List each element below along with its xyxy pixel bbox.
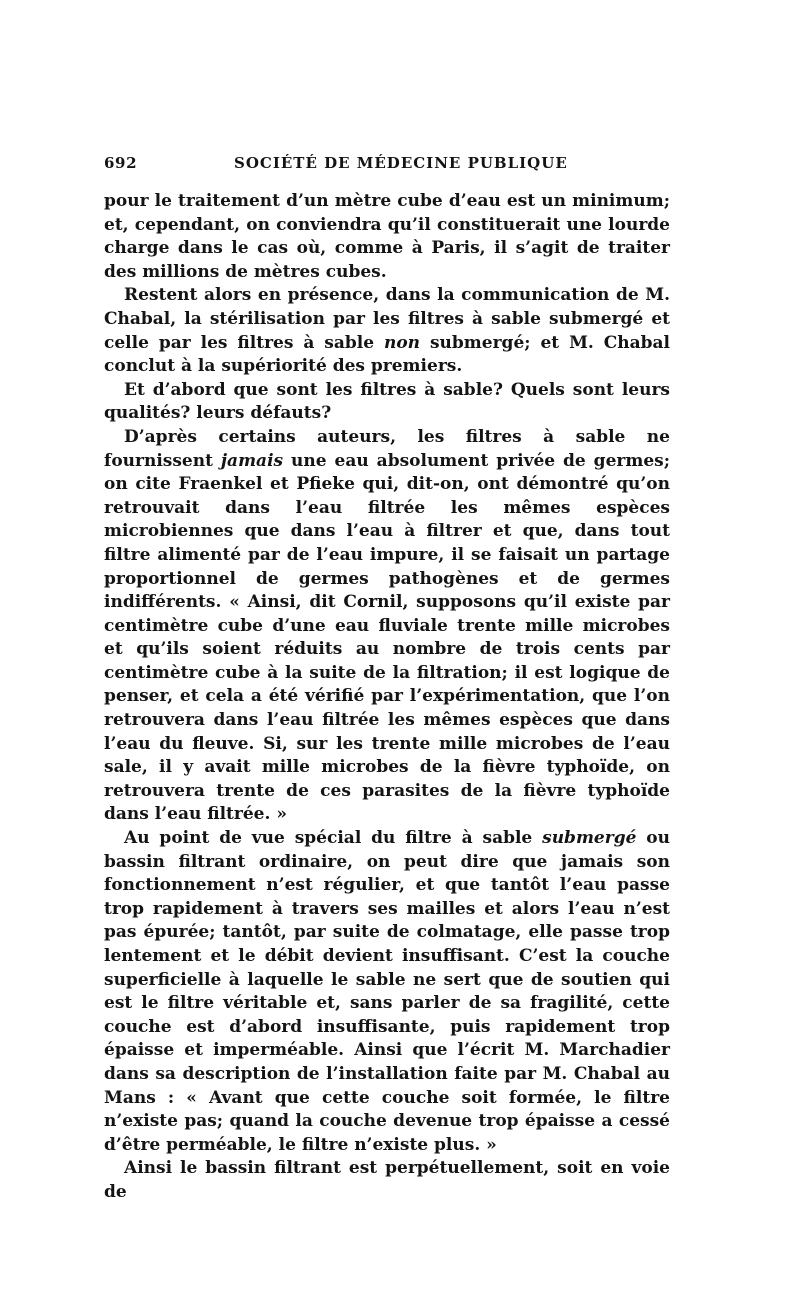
running-head-title: SOCIÉTÉ DE MÉDECINE PUBLIQUE xyxy=(234,154,568,172)
paragraph-continuation: pour le traitement d’un mètre cube d’eau est un minimum; et, cependant, on conviendra qu’il constituerait une lourde charge dans le cas où, comme à Paris, il s’agit de traiter des millions de mètres cubes. xyxy=(104,191,670,282)
paragraph-restent xyxy=(104,284,670,378)
italic-word: non xyxy=(383,332,421,353)
paragraph-text: ou bassin filtrant ordinaire, on peut dire que jamais son fonctionnement n’est régulier, et que tantôt l’eau passe trop rapidement à travers ses mailles et alors l’eau n’est pas épurée; tantôt, par suite de colmatage, elle passe trop lentement et le débit devient insuffisant. C’est la couche superficielle à laquelle le sable ne sert que de soutien qui est le filtre véritable et, sans parler de sa fragilité, cette couche est d’abord insuffisante, puis rapidement trop épaisse et imperméable. Ainsi que l’écrit M. Marchadier dans sa description de l’installation faite par M. Chabal au Mans : « Avant que cette couche soit formée, le filtre n’existe pas; quand la couche devenue trop épaisse a cessé d’être perméable, le filtre n’existe plus. » xyxy=(104,828,670,1155)
paragraph-text: une eau absolument privée de germes; on cite Fraenkel et Pfieke qui, dit-on, ont démontré qu’on retrouvait dans l’eau filtrée les mêmes espèces microbiennes que dans l’eau à filtrer et que, dans tout filtre alimenté par de l’eau impure, il se faisait un partage proportionnel de germes pathogènes et de germes indifférents. « Ainsi, dit Cornil, supposons qu’il existe par centimètre cube d’une eau fluviale trente mille microbes et qu’ils soient réduits au nombre de trois cents par centimètre cube à la suite de la filtration; il est logique de penser, et cela a été vérifié par l’expérimentation, que l’on retrouvera dans l’eau filtrée les mêmes espèces que dans l’eau du fleuve. Si, sur les trente mille microbes de l’eau sale, il y avait mille microbes de la fièvre typhoïde, on retrouvera trente de ces parasites de la fièvre typhoïde dans l’eau filtrée. » xyxy=(104,450,670,825)
book-page xyxy=(104,150,670,1205)
paragraph-final: Ainsi le bassin filtrant est perpétuellement, soit en voie de xyxy=(104,1158,670,1202)
italic-word: jamais xyxy=(220,450,284,471)
page-number: 692 xyxy=(104,154,138,172)
italic-word: submergé xyxy=(542,828,637,849)
paragraph-text: submergé; et M. Chabal conclut à la supériorité des premiers. xyxy=(104,332,671,377)
paragraph-text: Restent alors en présence, dans la communication de M. Chabal, la stérilisation par les filtres à sable submergé et celle par les filtres à sable xyxy=(104,285,670,353)
paragraph-question: Et d’abord que sont les filtres à sable? Quels sont leurs qualités? leurs défauts? xyxy=(104,379,670,424)
paragraph-auteurs xyxy=(104,426,670,827)
paragraph-text: D’après certains auteurs, les filtres à sable ne fournissent xyxy=(104,426,670,471)
paragraph-text: Au point de vue spécial du filtre à sable xyxy=(124,828,543,849)
running-head xyxy=(104,150,670,178)
paragraph-submerge xyxy=(104,827,670,1157)
body-text xyxy=(104,190,670,1205)
